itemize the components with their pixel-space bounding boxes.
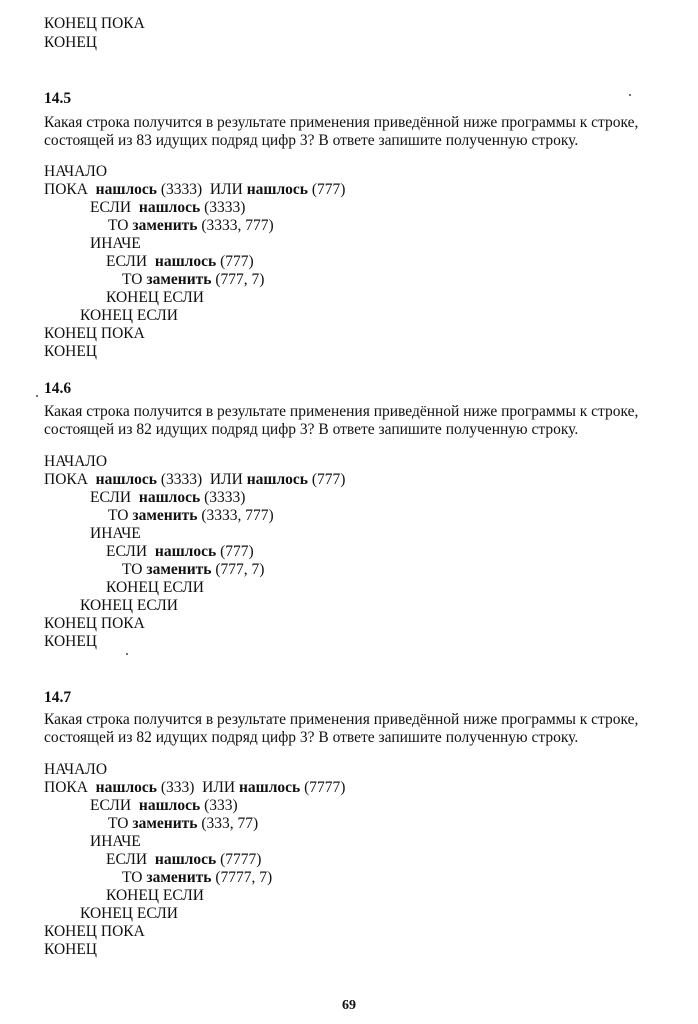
function-name: нашлось bbox=[138, 797, 201, 814]
then-line bbox=[108, 217, 274, 235]
keyword: ТО bbox=[122, 561, 143, 578]
question-line: состоящей из 83 идущих подряд цифр 3? В ответе запишите полученную строку. bbox=[44, 132, 579, 149]
argument: (3333) bbox=[160, 181, 203, 198]
function-name: заменить bbox=[146, 869, 212, 886]
then-line bbox=[108, 815, 258, 833]
keyword: ЕСЛИ bbox=[90, 797, 132, 814]
if-line bbox=[106, 253, 254, 271]
argument: (7777) bbox=[220, 851, 262, 868]
keyword: ТО bbox=[122, 271, 143, 288]
task-number: 14.6 bbox=[44, 380, 72, 397]
function-name: нашлось bbox=[95, 779, 157, 796]
argument: (777) bbox=[311, 471, 346, 488]
argument: (333, 77) bbox=[201, 815, 259, 832]
question-line: Какая строка получится в результате применения приведённой ниже программы к строке, bbox=[44, 711, 639, 728]
end-if-line: КОНЕЦ ЕСЛИ bbox=[80, 905, 179, 922]
argument: (333) bbox=[204, 797, 238, 814]
question-line: состоящей из 82 идущих подряд цифр 3? В ответе запишите полученную строку. bbox=[44, 729, 579, 746]
function-name: нашлось bbox=[246, 181, 308, 198]
argument: (3333, 777) bbox=[201, 217, 274, 234]
else-line: ИНАЧЕ bbox=[90, 525, 141, 542]
end-if-line: КОНЕЦ ЕСЛИ bbox=[80, 597, 179, 614]
keyword: ПОКА bbox=[44, 779, 88, 796]
argument: (333) bbox=[160, 779, 195, 796]
argument: (777) bbox=[311, 181, 346, 198]
end-if-line: КОНЕЦ ЕСЛИ bbox=[80, 307, 179, 324]
function-name: нашлось bbox=[154, 851, 217, 868]
argument: (7777, 7) bbox=[215, 869, 273, 886]
while-line bbox=[44, 779, 345, 797]
while-line bbox=[44, 471, 345, 489]
argument: (3333) bbox=[204, 199, 246, 216]
end-while-line: КОНЕЦ ПОКА bbox=[44, 923, 145, 940]
if-line bbox=[90, 199, 245, 217]
then-line bbox=[122, 561, 264, 579]
argument: (777) bbox=[220, 543, 254, 560]
function-name: заменить bbox=[132, 217, 198, 234]
function-name: заменить bbox=[132, 815, 198, 832]
keyword: ЕСЛИ bbox=[106, 543, 148, 560]
function-name: нашлось bbox=[95, 471, 157, 488]
argument: (7777) bbox=[304, 779, 346, 796]
task-number: 14.7 bbox=[44, 689, 72, 706]
end-while-line: КОНЕЦ ПОКА bbox=[44, 615, 145, 632]
function-name: нашлось bbox=[138, 489, 201, 506]
if-line bbox=[106, 543, 254, 561]
keyword: ТО bbox=[108, 815, 129, 832]
function-name: нашлось bbox=[154, 253, 217, 270]
keyword: ИЛИ bbox=[202, 779, 236, 796]
scan-speck bbox=[126, 653, 128, 655]
intro-end-while: КОНЕЦ ПОКА bbox=[44, 15, 145, 32]
then-line bbox=[108, 507, 274, 525]
end-while-line: КОНЕЦ ПОКА bbox=[44, 325, 145, 342]
then-line bbox=[122, 869, 272, 887]
function-name: заменить bbox=[146, 271, 212, 288]
keyword: ЕСЛИ bbox=[90, 489, 132, 506]
end-line: КОНЕЦ bbox=[44, 633, 98, 650]
question-line: состоящей из 82 идущих подряд цифр 3? В ответе запишите полученную строку. bbox=[44, 421, 579, 438]
question-line: Какая строка получится в результате применения приведённой ниже программы к строке, bbox=[44, 403, 639, 420]
program-start: НАЧАЛО bbox=[44, 761, 108, 778]
argument: (3333) bbox=[160, 471, 203, 488]
intro-end: КОНЕЦ bbox=[44, 34, 98, 51]
function-name: нашлось bbox=[238, 779, 301, 796]
function-name: нашлось bbox=[246, 471, 308, 488]
program-start: НАЧАЛО bbox=[44, 163, 108, 180]
end-line: КОНЕЦ bbox=[44, 941, 98, 958]
function-name: нашлось bbox=[95, 181, 157, 198]
keyword: ИЛИ bbox=[209, 471, 243, 488]
keyword: ЕСЛИ bbox=[106, 851, 148, 868]
argument: (777) bbox=[220, 253, 254, 270]
scan-speck bbox=[629, 94, 631, 96]
function-name: заменить bbox=[146, 561, 212, 578]
keyword: ПОКА bbox=[44, 181, 88, 198]
keyword: ТО bbox=[122, 869, 143, 886]
task-number: 14.5 bbox=[44, 90, 72, 107]
function-name: нашлось bbox=[138, 199, 201, 216]
keyword: ТО bbox=[108, 507, 129, 524]
end-if-line: КОНЕЦ ЕСЛИ bbox=[106, 289, 205, 306]
function-name: заменить bbox=[132, 507, 198, 524]
while-line bbox=[44, 181, 345, 199]
scan-speck bbox=[36, 395, 38, 397]
function-name: нашлось bbox=[154, 543, 217, 560]
question-line: Какая строка получится в результате применения приведённой ниже программы к строке, bbox=[44, 114, 639, 131]
keyword: ТО bbox=[108, 217, 129, 234]
if-line bbox=[90, 797, 238, 815]
if-line bbox=[90, 489, 245, 507]
argument: (3333) bbox=[204, 489, 246, 506]
then-line bbox=[122, 271, 264, 289]
if-line bbox=[106, 851, 261, 869]
end-if-line: КОНЕЦ ЕСЛИ bbox=[106, 579, 205, 596]
end-line: КОНЕЦ bbox=[44, 343, 98, 360]
keyword: ПОКА bbox=[44, 471, 88, 488]
program-start: НАЧАЛО bbox=[44, 453, 108, 470]
argument: (777, 7) bbox=[215, 271, 265, 288]
keyword: ЕСЛИ bbox=[90, 199, 132, 216]
argument: (3333, 777) bbox=[201, 507, 274, 524]
keyword: ИЛИ bbox=[209, 181, 243, 198]
page-number: 69 bbox=[342, 998, 356, 1013]
else-line: ИНАЧЕ bbox=[90, 235, 141, 252]
else-line: ИНАЧЕ bbox=[90, 833, 141, 850]
keyword: ЕСЛИ bbox=[106, 253, 148, 270]
end-if-line: КОНЕЦ ЕСЛИ bbox=[106, 887, 205, 904]
argument: (777, 7) bbox=[215, 561, 265, 578]
